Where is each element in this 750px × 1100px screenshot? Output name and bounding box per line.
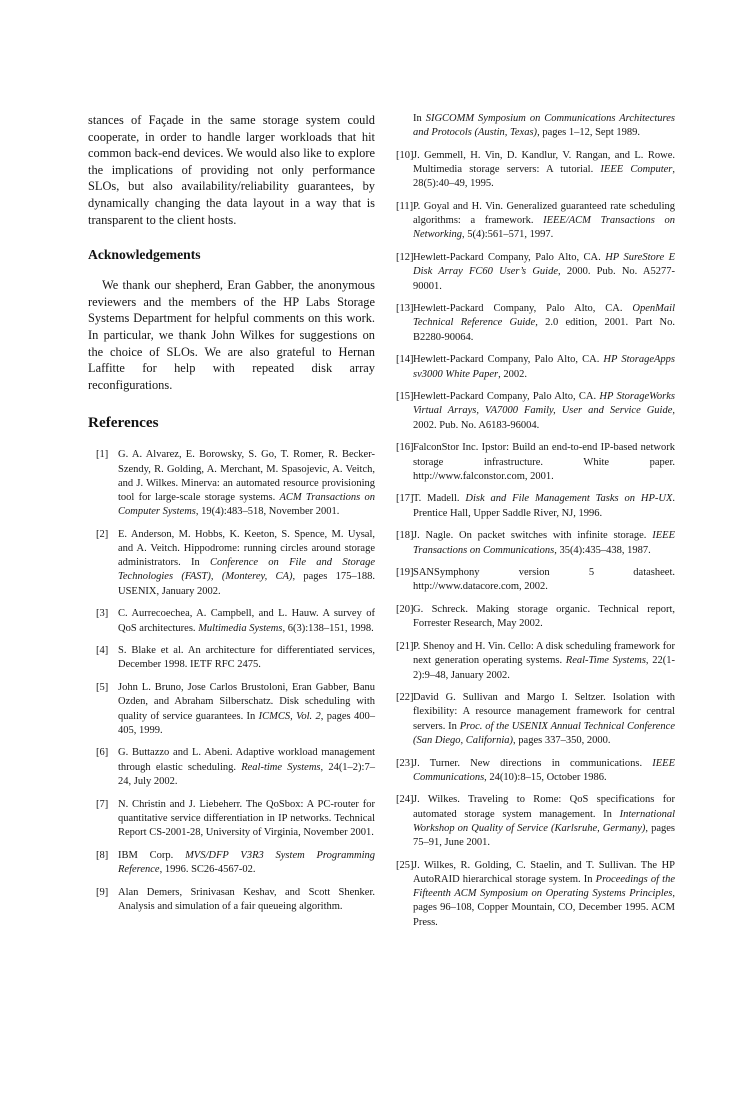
reference-item xyxy=(88,886,375,914)
right-column xyxy=(390,112,675,1060)
reference-text: SANSymphony version 5 datasheet. http://www.datacore.com, 2002. xyxy=(413,567,675,593)
reference-item xyxy=(390,251,675,294)
reference-label: [1] xyxy=(96,449,109,461)
references-heading: References xyxy=(88,414,159,432)
reference-item xyxy=(390,200,675,243)
reference-item xyxy=(390,112,675,140)
reference-item xyxy=(390,353,675,381)
reference-label: [11] xyxy=(396,201,414,213)
reference-item xyxy=(390,302,675,345)
reference-text: G. Schreck. Making storage organic. Technical report, Forrester Research, May 2002. xyxy=(413,604,675,630)
reference-label: [22] xyxy=(396,692,414,704)
reference-item xyxy=(390,390,675,433)
reference-label: [19] xyxy=(396,567,414,579)
reference-text: Hewlett-Packard Company, Palo Alto, CA. HP StorageWorks Virtual Arrays, VA7000 Family, User and Service Guide, 2002. Pub. No. A6183-96004. xyxy=(413,391,676,431)
reference-item xyxy=(390,492,675,520)
reference-text: David G. Sullivan and Margo I. Seltzer. Isolation with flexibility: A resource management framework for central servers. In Proc. of the USENIX Annual Technical Conference (San Diego, California), pages 337–350, 2000. xyxy=(413,692,675,746)
reference-label: [15] xyxy=(396,391,414,403)
reference-text: Hewlett-Packard Company, Palo Alto, CA. HP SureStore E Disk Array FC60 User’s Guide, 2000. Pub. No. A5277-90001. xyxy=(413,252,675,292)
reference-item xyxy=(88,798,375,841)
reference-label: [25] xyxy=(396,859,414,871)
acknowledgements-heading: Acknowledgements xyxy=(88,247,201,263)
reference-item xyxy=(88,528,375,599)
reference-item xyxy=(88,644,375,672)
reference-text: G. Buttazzo and L. Abeni. Adaptive workload management through elastic scheduling. Real-time Systems, 24(1–2):7–24, July 2002. xyxy=(118,747,375,787)
reference-label: [16] xyxy=(396,442,414,454)
reference-label: [2] xyxy=(96,528,109,540)
continued-paragraph: stances of Façade in the same storage system could cooperate, in order to handle larger workloads that hit common back-end devices. We would also like to explore the implications of providing not only performance SLOs, but also availability/reliability guarantees, by dynamically changing the data layout in a way that is transparent to the client hosts. xyxy=(88,113,375,227)
reference-item xyxy=(390,640,675,683)
reference-item xyxy=(88,681,375,738)
reference-item xyxy=(88,607,375,635)
reference-label: [14] xyxy=(396,354,414,366)
reference-item xyxy=(390,149,675,192)
reference-text: J. Nagle. On packet switches with infinite storage. IEEE Transactions on Communications, 35(4):435–438, 1987. xyxy=(413,530,675,556)
reference-label: [8] xyxy=(96,849,109,861)
acknowledgements-paragraph: We thank our shepherd, Eran Gabber, the anonymous reviewers and the members of the HP Labs Storage Systems Department for helpful comments on this work. In particular, we thank John Wilkes for suggestions on the choice of SLOs. We are also grateful to Hernan Laffitte for help with repeated disk array reconfigurations. xyxy=(88,278,375,392)
reference-text: J. Gemmell, H. Vin, D. Kandlur, V. Rangan, and L. Rowe. Multimedia storage servers: A tutorial. IEEE Computer, 28(5):40–49, 1995. xyxy=(413,149,675,190)
reference-text: J. Wilkes, R. Golding, C. Staelin, and T. Sullivan. The HP AutoRAID hierarchical storage system. In Proceedings of the Fifteenth ACM Symposium on Operating Systems Principles, pages 96–108, Copper Mountain, CO, December 1995. ACM Press. xyxy=(413,859,675,928)
reference-label: [21] xyxy=(396,641,414,653)
reference-item xyxy=(390,859,675,930)
reference-item xyxy=(390,566,675,594)
reference-label: [17] xyxy=(396,493,414,505)
left-column xyxy=(88,112,375,1060)
reference-label: [9] xyxy=(96,886,109,898)
reference-item xyxy=(390,603,675,631)
reference-item xyxy=(88,448,375,519)
reference-text: P. Goyal and H. Vin. Generalized guaranteed rate scheduling algorithms: a framework. IEEE/ACM Transactions on Networking, 5(4):561–571, 1997. xyxy=(413,201,675,241)
reference-text: T. Madell. Disk and File Management Tasks on HP-UX. Prentice Hall, Upper Saddle River, NJ, 1996. xyxy=(413,493,675,519)
reference-label: [6] xyxy=(96,747,109,759)
reference-text: C. Aurrecoechea, A. Campbell, and L. Hauw. A survey of QoS architectures. Multimedia Systems, 6(3):138–151, 1998. xyxy=(118,608,375,634)
reference-text: P. Shenoy and H. Vin. Cello: A disk scheduling framework for next generation operating systems. Real-Time Systems, 22(1-2):9–48, January 2002. xyxy=(413,641,676,681)
reference-item xyxy=(390,757,675,785)
reference-text: E. Anderson, M. Hobbs, K. Keeton, S. Spence, M. Uysal, and A. Veitch. Hippodrome: running circles around storage administrators. In Conference on File and Storage Technologies (FAST), (Monterey, CA), pages 175–188. USENIX, January 2002. xyxy=(118,528,375,597)
references-list-left xyxy=(88,448,375,914)
reference-item xyxy=(390,691,675,748)
reference-text: Hewlett-Packard Company, Palo Alto, CA. OpenMail Technical Reference Guide, 2.0 edition, 2001. Part No. B2280-90064. xyxy=(413,303,675,343)
reference-text: S. Blake et al. An architecture for differentiated services, December 1998. IETF RFC 2475. xyxy=(118,645,375,671)
reference-text: FalconStor Inc. Ipstor: Build an end-to-end IP-based network storage infrastructure. White paper. http://www.falconstor.com, 2001. xyxy=(413,442,675,482)
reference-label: [3] xyxy=(96,608,109,620)
reference-label: [7] xyxy=(96,798,109,810)
reference-text: J. Turner. New directions in communications. IEEE Communications, 24(10):8–15, October 1986. xyxy=(413,757,675,783)
reference-text: Alan Demers, Srinivasan Keshav, and Scott Shenker. Analysis and simulation of a fair queueing algorithm. xyxy=(118,886,375,912)
reference-label: [10] xyxy=(396,149,414,161)
reference-item xyxy=(88,849,375,877)
reference-text: N. Christin and J. Liebeherr. The QoSbox: A PC-router for quantitative service differentiation in IP networks. Technical Report CS-2001-28, University of Virginia, November 2001. xyxy=(118,798,375,838)
reference-text: J. Wilkes. Traveling to Rome: QoS specifications for automated storage system management. In International Workshop on Quality of Service (Karlsruhe, Germany), pages 75–91, June 2001. xyxy=(413,794,675,849)
reference-text: Hewlett-Packard Company, Palo Alto, CA. HP StorageApps sv3000 White Paper, 2002. xyxy=(413,354,675,380)
reference-text: G. A. Alvarez, E. Borowsky, S. Go, T. Romer, R. Becker-Szendy, R. Golding, A. Merchant, M. Spasojevic, A. Veitch, and J. Wilkes. Minerva: an automated resource provisioning tool for large-scale storage systems. ACM Transactions on Computer Systems, 19(4):483–518, November 2001. xyxy=(118,449,375,518)
reference-label: [18] xyxy=(396,530,414,542)
reference-text: IBM Corp. MVS/DFP V3R3 System Programming Reference, 1996. SC26-4567-02. xyxy=(118,849,376,875)
reference-label: [24] xyxy=(396,794,414,806)
reference-label: [12] xyxy=(396,252,414,264)
reference-label: [5] xyxy=(96,682,109,694)
reference-label: [13] xyxy=(396,303,414,315)
reference-label: [23] xyxy=(396,757,414,769)
reference-item xyxy=(88,746,375,789)
reference-text: John L. Bruno, Jose Carlos Brustoloni, Eran Gabber, Banu Ozden, and Abraham Silberschatz. Disk scheduling with quality of service guarantees. In ICMCS, Vol. 2, pages 400–405, 1999. xyxy=(118,682,375,736)
reference-item xyxy=(390,529,675,557)
reference-label: [4] xyxy=(96,645,109,657)
reference-label: [20] xyxy=(396,604,414,616)
reference-item xyxy=(390,793,675,850)
reference-text: In SIGCOMM Symposium on Communications Architectures and Protocols (Austin, Texas), pages 1–12, Sept 1989. xyxy=(413,113,675,139)
reference-item xyxy=(390,441,675,484)
references-list-right xyxy=(390,112,675,930)
